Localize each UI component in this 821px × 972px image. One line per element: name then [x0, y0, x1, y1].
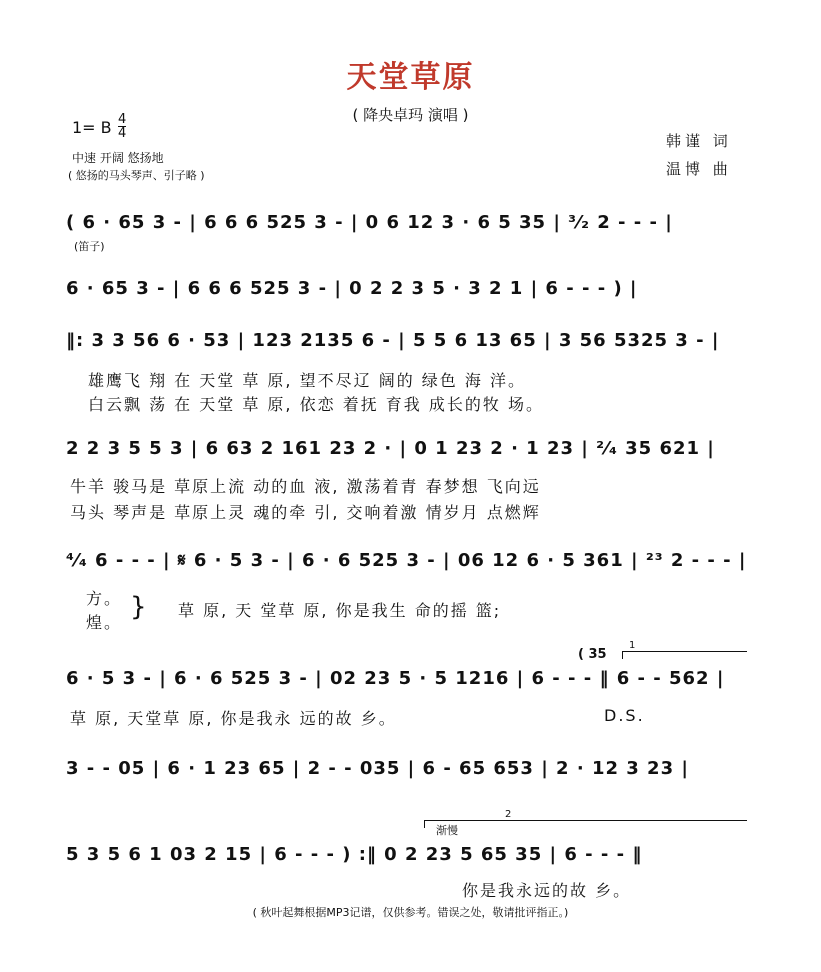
system-6-notes: 6 · 5 3 - | 6 · 6 525 3 - | 02 23 5 · 5 1216 | 6 - - - ‖ 6 - - 562 |: [66, 668, 725, 689]
system-5-lyrics-verse-2: 煌。: [86, 613, 123, 632]
ritardando-marking: 渐慢: [436, 824, 458, 837]
song-title: 天堂草原: [346, 60, 475, 95]
volta-1-number: 1: [629, 640, 636, 651]
key-signature: 1= B: [72, 118, 112, 137]
pickup-notes: ( 35: [578, 647, 607, 662]
system-8-lyrics: 你是我永远的故 乡。: [462, 881, 632, 900]
system-4-notes: 2 2 3 5 5 3 | 6 63 2 161 23 2 · | 0 1 23 2 · 1 23 | ²⁄₄ 35 621 |: [66, 438, 715, 459]
time-signature-bottom: 4: [118, 126, 127, 141]
dal-segno-marking: D.S.: [604, 706, 645, 725]
system-3-lyrics-verse-2: 白云飘 荡 在 天堂 草 原, 依恋 着抚 育我 成长的牧 场。: [88, 395, 544, 414]
system-8-notes: 5 3 5 6 1 03 2 15 | 6 - - - ) :‖ 0 2 23 5 65 35 | 6 - - - ‖: [66, 844, 643, 865]
volta-bracket-2: [424, 809, 747, 828]
lyricist-credit: 韩谨 词: [666, 132, 732, 150]
system-1-notes: ( 6 · 65 3 - | 6 6 6 525 3 - | 0 6 12 3 · 6 5 35 | ³⁄₂ 2 - - - |: [66, 212, 673, 233]
transcription-note: ( 秋叶起舞根据MP3记谱，仅供参考。错误之处，敬请批评指正。): [252, 906, 569, 919]
time-signature: [118, 113, 126, 140]
system-6-lyrics: 草 原, 天堂草 原, 你是我永 远的故 乡。: [70, 709, 397, 728]
system-5-notes: ⁴⁄₄ 6 - - - | 𝄋 6 · 5 3 - | 6 · 6 525 3 - | 06 12 6 · 5 361 | ²³ 2 - - - |: [66, 550, 747, 571]
composer-credit: 温博 曲: [666, 160, 732, 178]
system-4-lyrics-verse-1: 牛羊 骏马是 草原上流 动的血 液, 激荡着青 春梦想 飞向远: [70, 477, 541, 496]
system-4-lyrics-verse-2: 马头 琴声是 草原上灵 魂的牵 引, 交响着激 情岁月 点燃辉: [70, 503, 541, 522]
performer-subtitle: ( 降央卓玛 演唱 ): [352, 106, 469, 124]
volta-2-number: 2: [505, 809, 512, 820]
system-2-notes: 6 · 65 3 - | 6 6 6 525 3 - | 0 2 2 3 5 · 3 2 1 | 6 - - - ) |: [66, 278, 638, 299]
system-3-lyrics-verse-1: 雄鹰飞 翔 在 天堂 草 原, 望不尽辽 阔的 绿色 海 洋。: [88, 371, 526, 390]
volta-bracket-1: [622, 640, 747, 659]
system-5-refrain-lyrics: 草 原, 天 堂草 原, 你是我生 命的摇 篮;: [178, 601, 502, 620]
system-1-annotation: (笛子): [74, 240, 105, 253]
system-7-notes: 3 - - 05 | 6 · 1 23 65 | 2 - - 035 | 6 - 65 653 | 2 · 12 3 23 |: [66, 758, 689, 779]
system-5-lyrics-verse-1: 方。: [86, 589, 123, 608]
intro-note: ( 悠扬的马头琴声、引子略 ): [68, 169, 205, 182]
tempo-marking: 中速 开阔 悠扬地: [72, 151, 164, 165]
time-signature-top: 4: [118, 112, 127, 127]
verse-brace: }: [130, 592, 147, 622]
system-3-notes: ‖: 3 3 56 6 · 53 | 123 2135 6 - | 5 5 6 13 65 | 3 56 5325 3 - |: [66, 330, 720, 351]
